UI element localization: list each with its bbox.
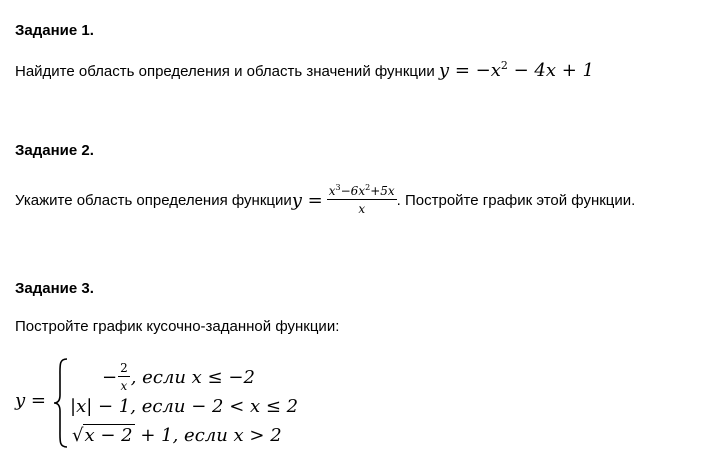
num-rest: +5x <box>370 184 395 198</box>
task1-line <box>15 60 594 81</box>
task3-heading: Задание 3. <box>15 280 94 297</box>
sqrt-icon: √ <box>72 425 84 446</box>
task2-line <box>15 180 635 220</box>
task3-case2: |x| − 1, если − 2 < x ≤ 2 <box>70 396 299 417</box>
num-x: x <box>328 184 336 198</box>
case3-radicand: x − 2 <box>84 425 133 446</box>
case1-num: 2 <box>120 361 128 375</box>
case1-minus: − <box>102 366 118 388</box>
task1-eq: = <box>454 60 470 81</box>
left-brace-icon <box>52 357 70 449</box>
task1-x: x <box>490 60 501 81</box>
task2-lhs: y = <box>291 189 323 211</box>
task2-text: Укажите область определения функции <box>15 191 292 209</box>
task1-heading: Задание 1. <box>15 22 94 39</box>
task1-text: Найдите область определения и область значений функции <box>15 63 439 80</box>
case3-rest: + 1, если x > 2 <box>134 425 282 446</box>
task3-lhs: y = <box>15 390 46 411</box>
task2-fraction <box>327 185 397 215</box>
case1-cond: , если x ≤ −2 <box>130 366 255 388</box>
task2-numerator <box>327 185 397 200</box>
task1-pow: 2 <box>500 59 508 72</box>
num-p3: 3 <box>335 183 341 192</box>
case1-fraction <box>118 362 130 392</box>
task1-y: y <box>438 60 450 81</box>
case1-den: x <box>120 379 128 393</box>
task1-minus: − <box>475 60 491 81</box>
task3-case1 <box>102 362 255 392</box>
task3-case3 <box>72 425 282 446</box>
task3-text: Постройте график кусочно-заданной функции: <box>15 318 340 335</box>
task1-rest: − 4x + 1 <box>507 60 594 81</box>
num-minus6x: −6x <box>340 184 366 198</box>
task2-heading: Задание 2. <box>15 142 94 159</box>
task2-denominator: x <box>358 202 366 216</box>
task1-formula <box>439 60 594 81</box>
num-p2: 2 <box>365 183 371 192</box>
task2-tail: . Постройте график этой функции. <box>396 191 636 209</box>
